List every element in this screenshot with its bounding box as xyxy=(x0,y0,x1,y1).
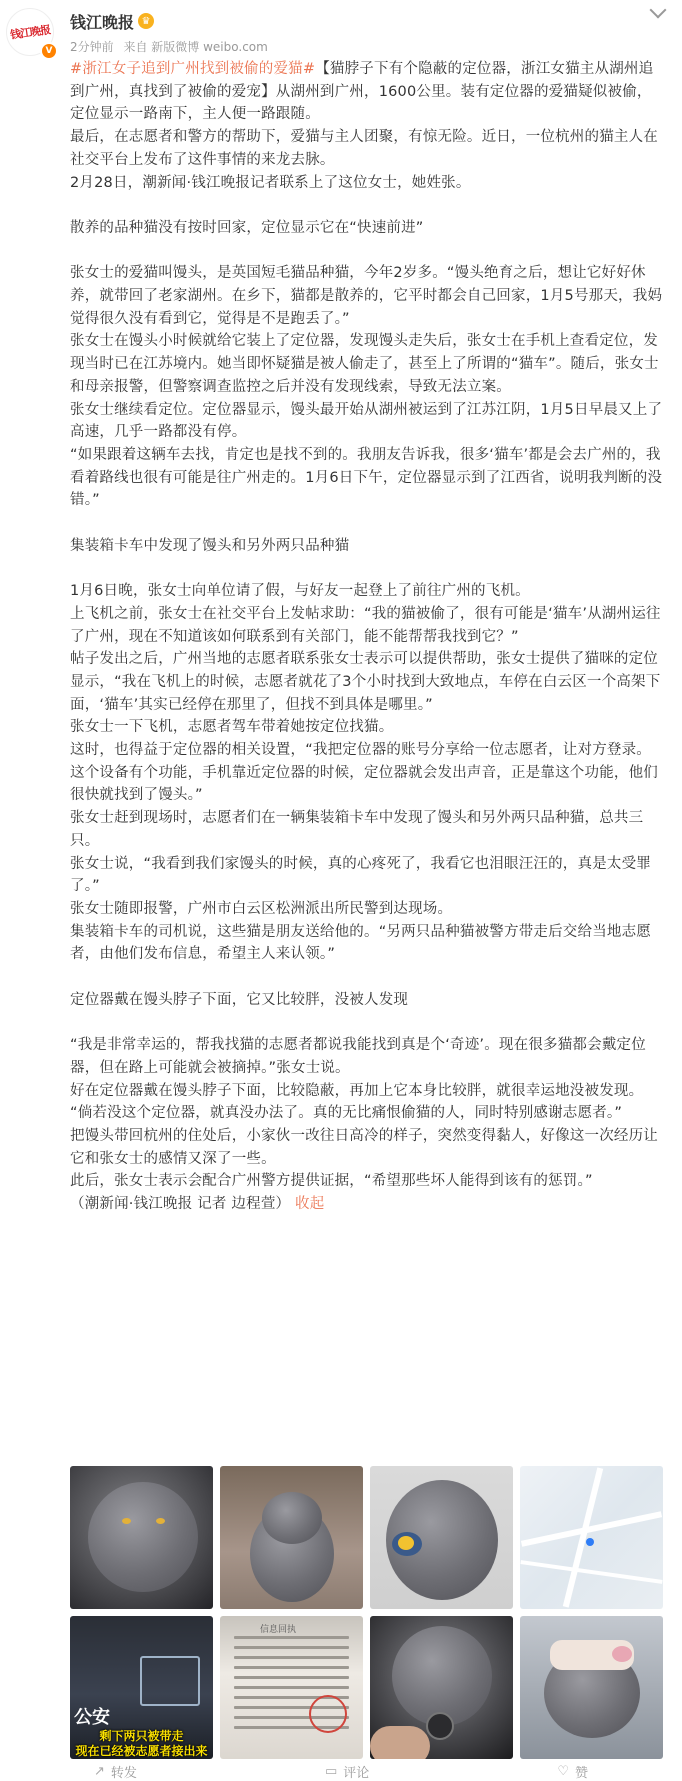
caption-line: 现在已经被志愿者接出来 xyxy=(75,1744,208,1758)
tracker-icon xyxy=(426,1712,454,1740)
like-button[interactable] xyxy=(557,1762,588,1781)
post-body xyxy=(70,58,664,1216)
post-meta xyxy=(70,38,274,55)
avatar-logo-text: 钱江晚报 xyxy=(9,23,51,42)
comment-button[interactable] xyxy=(325,1762,369,1781)
paragraph: 这时，也得益于定位器的相关设置，“我把定位器的账号分享给一位志愿者，让对方登录。这个设备有个功能，手机靠近定位器的时候，定位器就会发出声音，正是靠这个功能，他们很快就找到了馒头。” xyxy=(70,742,658,804)
paragraph: 1月6日晚，张女士向单位请了假，与好友一起登上了前往广州的飞机。 xyxy=(70,583,530,600)
comment-label: 评论 xyxy=(343,1765,370,1781)
verified-badge-icon: V xyxy=(40,42,58,60)
chevron-down-icon[interactable] xyxy=(650,2,667,19)
section-heading: 定位器戴在馒头脖子下面，它又比较胖，没被人发现 xyxy=(70,991,409,1008)
image-caption xyxy=(70,1729,213,1759)
paragraph xyxy=(70,1193,664,1216)
cat-eye-icon xyxy=(122,1518,131,1524)
section-heading: 集装箱卡车中发现了馒头和另外两只品种猫 xyxy=(70,537,350,554)
comment-icon: ▭ xyxy=(324,1763,338,1779)
post-source: 来自 新版微博 weibo.com xyxy=(123,40,268,54)
cat-body-icon xyxy=(392,1626,492,1726)
paragraph: 好在定位器戴在馒头脖子下面，比较隐蔽，再加上它本身比较胖，就很幸运地没被发现。 xyxy=(70,1082,644,1099)
image-thumbnail-document[interactable] xyxy=(220,1616,363,1759)
paragraph: 张女士继续看定位。定位器显示，馒头最开始从湖州被运到了江苏江阴，1月5日早晨又上了高速，几乎一路都没有停。 xyxy=(70,401,663,441)
paragraph: “如果跟着这辆车去找，肯定也是找不到的。我朋友告诉我，很多‘猫车’都是会去广州的，我看着路线也很有可能是往广州走的。1月6日下午，定位器显示到了江西省，说明我判断的没错。” xyxy=(70,446,663,509)
post-time[interactable]: 2分钟前 xyxy=(70,40,114,54)
paragraph: 帖子发出之后，广州当地的志愿者联系张女士表示可以提供帮助，张女士提供了猫咪的定位显示，“我在飞机上的时候，志愿者就花了3个小时找到大致地点，车停在白云区一个高架下面，‘猫车’其实已经停在那里了，但找不到具体是哪里。” xyxy=(70,651,661,713)
spacer xyxy=(70,512,664,535)
share-icon: ↗ xyxy=(94,1763,105,1779)
image-thumbnail-cat-bandage[interactable] xyxy=(520,1616,663,1759)
paragraph: 上飞机之前，张女士在社交平台上发帖求助：“我的猫被偷了，很有可能是‘猫车’从湖州运往了广州，现在不知道该如何联系到有关部门，能不能帮帮我找到它？” xyxy=(70,605,661,645)
paragraph: “倘若没这个定位器，就真没办法了。真的无比痛恨偷猫的人，同时特别感谢志愿者。” xyxy=(70,1105,623,1122)
image-thumbnail-cat-sitting[interactable] xyxy=(220,1466,363,1609)
share-label: 转发 xyxy=(110,1765,137,1781)
spacer xyxy=(70,966,664,989)
caption-line: 剩下两只被带走 xyxy=(99,1729,184,1743)
duck-tag-icon xyxy=(398,1536,414,1550)
map-road xyxy=(520,1560,662,1584)
like-label: 赞 xyxy=(574,1765,588,1781)
paragraph: 此后，张女士表示会配合广州警方提供证据，“希望那些坏人能得到该有的惩罚。” xyxy=(70,1173,593,1190)
post-header xyxy=(0,0,682,60)
section-heading: 散养的品种猫没有按时回家，定位显示它在“快速前进” xyxy=(70,219,424,236)
paragraph: “我是非常幸运的，帮我找猫的志愿者都说我能找到真是个‘奇迹’。现在很多猫都会戴定位器，但在路上可能就会被摘掉。”张女士说。 xyxy=(70,1037,646,1076)
image-thumbnail-map[interactable] xyxy=(520,1466,663,1609)
location-pin-icon xyxy=(586,1538,594,1546)
spacer xyxy=(70,557,664,580)
image-grid xyxy=(70,1466,664,1759)
paragraph: 最后，在志愿者和警方的帮助下，爱猫与主人团聚，有惊无险。近日，一位杭州的猫主人在社交平台上发布了这件事情的来龙去脉。 xyxy=(70,129,658,168)
cage-icon xyxy=(140,1656,200,1706)
byline: （潮新闻·钱江晚报 记者 边程萱） xyxy=(70,1196,291,1213)
account-name[interactable]: 钱江晚报 xyxy=(70,13,135,32)
post-actions xyxy=(0,1762,682,1780)
image-thumbnail-cat-collar[interactable] xyxy=(370,1466,513,1609)
spacer xyxy=(70,1011,664,1034)
collapse-link[interactable]: 收起 xyxy=(295,1196,325,1213)
paragraph: 集装箱卡车的司机说，这些猫是朋友送给他的。“另两只品种猫被警方带走后交给当地志愿者，由他们发布信息，希望主人来认领。” xyxy=(70,923,652,963)
police-label: 公安 xyxy=(74,1707,110,1728)
paragraph: 张女士在馒头小时候就给它装上了定位器，发现馒头走失后，张女士在手机上查看定位，发现当时已在江苏境内。她当即怀疑猫是被人偷走了，甚至上了所谓的“猫车”。随后，张女士和母亲报警，但警察调查监控之后并没有发现线索，导致无法立案。 xyxy=(70,333,659,395)
paragraph: 张女士的爱猫叫馒头，是英国短毛猫品种猫，今年2岁多。“馒头绝育之后，想让它好好休养，就带回了老家湖州。在乡下，猫都是散养的，它平时都会自己回家，1月5号那天，我妈觉得很久没有看到它，觉得是不是跑丢了。” xyxy=(70,265,663,327)
hand-icon xyxy=(370,1726,430,1759)
spacer xyxy=(70,194,664,217)
paragraph: 张女士赶到现场时，志愿者们在一辆集装箱卡车中发现了馒头和另外两只品种猫，总共三只。 xyxy=(70,810,644,849)
cat-face-icon xyxy=(88,1482,198,1592)
paragraph: 把馒头带回杭州的住处后，小家伙一改往日高冷的样子，突然变得黏人，好像这一次经历让它和张女士的感情又深了一些。 xyxy=(70,1127,658,1167)
share-button[interactable] xyxy=(94,1762,137,1781)
paragraph: 张女士说，“我看到我们家馒头的时候，真的心疼死了，我看它也泪眼汪汪的，真是太受罪了。” xyxy=(70,855,652,895)
document-title: 信息回执 xyxy=(260,1625,297,1635)
paragraph: 张女士一下飞机，志愿者驾车带着她按定位找猫。 xyxy=(70,719,394,736)
vip-crown-icon: ♛ xyxy=(138,13,154,29)
image-thumbnail-police-car[interactable] xyxy=(70,1616,213,1759)
paragraph: 张女士随即报警，广州市白云区松洲派出所民警到达现场。 xyxy=(70,900,453,917)
map-road xyxy=(563,1467,603,1607)
image-thumbnail-cat-held[interactable] xyxy=(370,1616,513,1759)
paragraph: 2月28日，潮新闻·钱江晚报记者联系上了这位女士，她姓张。 xyxy=(70,174,471,191)
topic-link[interactable]: #浙江女子追到广州找到被偷的爱猫# xyxy=(70,61,316,77)
spacer xyxy=(70,240,664,263)
cat-head-icon xyxy=(262,1492,322,1544)
paragraph-text: 【猫脖子下有个隐蔽的定位器，浙江女猫主从湖州追到广州，真找到了被偷的爱宠】从湖州到广州，1600公里。装有定位器的爱猫疑似被偷，定位显示一路南下，主人便一路跟随。 xyxy=(70,61,654,123)
stamp-icon xyxy=(309,1695,347,1733)
like-icon: ♡ xyxy=(557,1763,569,1779)
paragraph xyxy=(70,58,664,126)
pink-ribbon-icon xyxy=(612,1646,632,1662)
cat-eye-icon xyxy=(156,1518,165,1524)
image-thumbnail-cat-closeup[interactable] xyxy=(70,1466,213,1609)
